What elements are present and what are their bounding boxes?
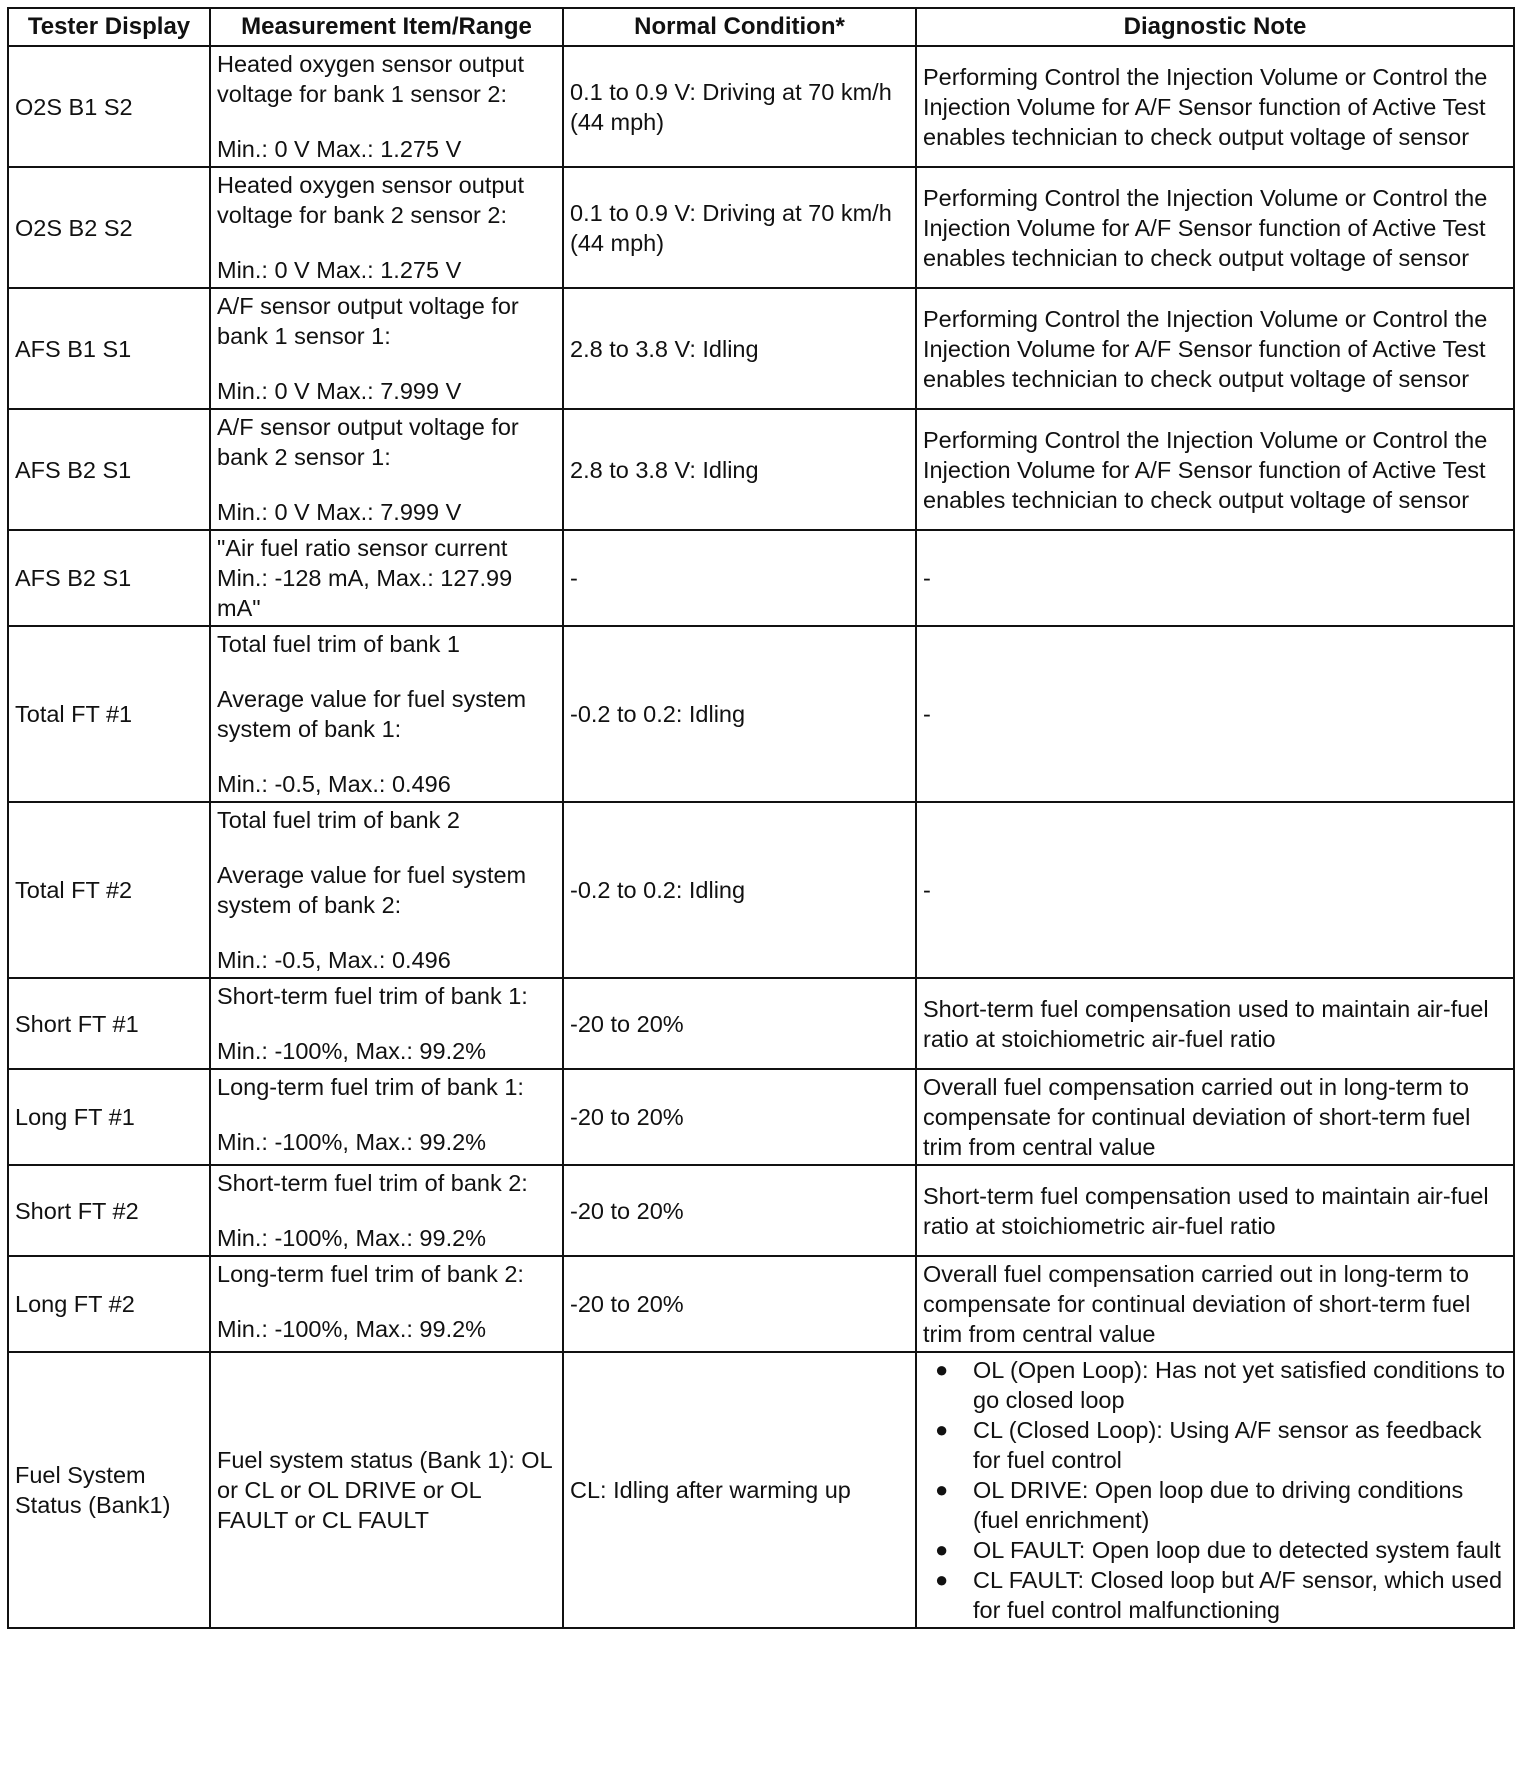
measurement-gap: [217, 1198, 556, 1223]
measurement-line: Heated oxygen sensor output voltage for bank 2 sensor 2:: [217, 172, 525, 228]
tester-display-cell: Total FT #2: [8, 802, 210, 978]
diagnostic-note-cell: Short-term fuel compensation used to maintain air-fuel ratio at stoichiometric air-fuel ratio: [916, 1165, 1514, 1256]
table-row: [8, 1256, 1514, 1352]
measurement-cell: [210, 167, 563, 288]
diagnostic-note-item: ● OL FAULT: Open loop due to detected system fault: [923, 1535, 1507, 1565]
normal-condition-cell: -0.2 to 0.2: Idling: [563, 802, 916, 978]
diagnostic-note-cell: Performing Control the Injection Volume or Control the Injection Volume for A/F Sensor function of Active Test enables technician to check output voltage of sensor: [916, 46, 1514, 167]
page: [7, 7, 1513, 1767]
measurement-cell: [210, 1165, 563, 1256]
tester-display-cell: Short FT #2: [8, 1165, 210, 1256]
diagnostic-note-item: ● OL DRIVE: Open loop due to driving conditions (fuel enrichment): [923, 1475, 1507, 1535]
normal-condition-cell: -20 to 20%: [563, 978, 916, 1069]
tester-display-cell: Total FT #1: [8, 626, 210, 802]
measurement-gap: [217, 920, 556, 945]
measurement-gap: [217, 472, 556, 497]
measurement-line: Min.: -100%, Max.: 99.2%: [217, 1129, 487, 1155]
table-row: [8, 530, 1514, 626]
measurement-gap: [217, 835, 556, 860]
measurement-line: Min.: -0.5, Max.: 0.496: [217, 947, 451, 973]
measurement-cell: [210, 802, 563, 978]
normal-condition-cell: 0.1 to 0.9 V: Driving at 70 km/h (44 mph): [563, 167, 916, 288]
normal-condition-cell: 2.8 to 3.8 V: Idling: [563, 288, 916, 409]
measurement-line: Min.: 0 V Max.: 1.275 V: [217, 136, 462, 162]
normal-condition-cell: CL: Idling after warming up: [563, 1352, 916, 1628]
measurement-line: A/F sensor output voltage for bank 2 sensor 1:: [217, 414, 519, 470]
measurement-line: Short-term fuel trim of bank 1:: [217, 983, 528, 1009]
measurement-line: Total fuel trim of bank 2: [217, 807, 460, 833]
header-measurement-item: Measurement Item/Range: [210, 8, 563, 46]
measurement-cell: [210, 1256, 563, 1352]
table-row: [8, 409, 1514, 530]
table-row: [8, 1069, 1514, 1165]
measurement-cell: [210, 1069, 563, 1165]
tester-display-cell: AFS B1 S1: [8, 288, 210, 409]
diagnostic-note-cell: Performing Control the Injection Volume or Control the Injection Volume for A/F Sensor function of Active Test enables technician to check output voltage of sensor: [916, 409, 1514, 530]
measurement-line: Long-term fuel trim of bank 2:: [217, 1261, 524, 1287]
normal-condition-cell: -: [563, 530, 916, 626]
measurement-cell: [210, 288, 563, 409]
header-diagnostic-note: Diagnostic Note: [916, 8, 1514, 46]
tester-display-cell: Long FT #2: [8, 1256, 210, 1352]
table-row: [8, 626, 1514, 802]
measurement-line: Min.: -100%, Max.: 99.2%: [217, 1225, 487, 1251]
diagnostic-note-cell: Short-term fuel compensation used to maintain air-fuel ratio at stoichiometric air-fuel ratio: [916, 978, 1514, 1069]
measurement-gap: [217, 351, 556, 376]
measurement-line: Min.: -100%, Max.: 99.2%: [217, 1038, 487, 1064]
diagnostic-note-cell: -: [916, 802, 1514, 978]
measurement-line: Min.: -0.5, Max.: 0.496: [217, 771, 451, 797]
table-body: [8, 46, 1514, 1628]
measurement-line: "Air fuel ratio sensor current Min.: -128 mA, Max.: 127.99 mA": [217, 535, 513, 621]
tester-display-cell: Fuel System Status (Bank1): [8, 1352, 210, 1628]
table-header-row: [8, 8, 1514, 46]
measurement-cell: [210, 409, 563, 530]
measurement-line: Average value for fuel system system of bank 1:: [217, 686, 527, 742]
diagnostic-note-item: ● OL (Open Loop): Has not yet satisfied conditions to go closed loop: [923, 1355, 1507, 1415]
measurement-line: Min.: 0 V Max.: 1.275 V: [217, 257, 462, 283]
measurement-gap: [217, 1011, 556, 1036]
measurement-line: Total fuel trim of bank 1: [217, 631, 460, 657]
measurement-line: Min.: -100%, Max.: 99.2%: [217, 1316, 487, 1342]
data-list-table: [7, 7, 1515, 1629]
diagnostic-note-cell: -: [916, 626, 1514, 802]
tester-display-cell: O2S B2 S2: [8, 167, 210, 288]
measurement-line: Long-term fuel trim of bank 1:: [217, 1074, 524, 1100]
measurement-cell: [210, 626, 563, 802]
measurement-line: A/F sensor output voltage for bank 1 sensor 1:: [217, 293, 519, 349]
tester-display-cell: AFS B2 S1: [8, 530, 210, 626]
tester-display-cell: O2S B1 S2: [8, 46, 210, 167]
measurement-line: Min.: 0 V Max.: 7.999 V: [217, 378, 462, 404]
diagnostic-note-list: [923, 1355, 1507, 1625]
tester-display-cell: AFS B2 S1: [8, 409, 210, 530]
header-normal-condition: Normal Condition*: [563, 8, 916, 46]
normal-condition-cell: 0.1 to 0.9 V: Driving at 70 km/h (44 mph): [563, 46, 916, 167]
table-row: [8, 1352, 1514, 1628]
diagnostic-note-cell: Performing Control the Injection Volume or Control the Injection Volume for A/F Sensor function of Active Test enables technician to check output voltage of sensor: [916, 167, 1514, 288]
diagnostic-note-cell: Overall fuel compensation carried out in long-term to compensate for continual deviation of short-term fuel trim from central value: [916, 1069, 1514, 1165]
measurement-gap: [217, 1289, 556, 1314]
table-row: [8, 46, 1514, 167]
measurement-cell: [210, 978, 563, 1069]
measurement-line: Fuel system status (Bank 1): OL or CL or OL DRIVE or OL FAULT or CL FAULT: [217, 1447, 552, 1533]
diagnostic-note-cell: [916, 1352, 1514, 1628]
normal-condition-cell: 2.8 to 3.8 V: Idling: [563, 409, 916, 530]
measurement-gap: [217, 230, 556, 255]
table-row: [8, 802, 1514, 978]
measurement-line: Short-term fuel trim of bank 2:: [217, 1170, 528, 1196]
normal-condition-cell: -20 to 20%: [563, 1069, 916, 1165]
table-row: [8, 978, 1514, 1069]
table-row: [8, 288, 1514, 409]
header-tester-display: Tester Display: [8, 8, 210, 46]
measurement-cell: [210, 46, 563, 167]
diagnostic-note-item: ● CL FAULT: Closed loop but A/F sensor, which used for fuel control malfunctioning: [923, 1565, 1507, 1625]
normal-condition-cell: -0.2 to 0.2: Idling: [563, 626, 916, 802]
diagnostic-note-cell: Overall fuel compensation carried out in long-term to compensate for continual deviation of short-term fuel trim from central value: [916, 1256, 1514, 1352]
measurement-line: Min.: 0 V Max.: 7.999 V: [217, 499, 462, 525]
measurement-gap: [217, 744, 556, 769]
measurement-cell: [210, 1352, 563, 1628]
measurement-gap: [217, 659, 556, 684]
measurement-gap: [217, 1102, 556, 1127]
measurement-cell: [210, 530, 563, 626]
diagnostic-note-item: ● CL (Closed Loop): Using A/F sensor as feedback for fuel control: [923, 1415, 1507, 1475]
measurement-gap: [217, 109, 556, 134]
normal-condition-cell: -20 to 20%: [563, 1165, 916, 1256]
table-row: [8, 1165, 1514, 1256]
diagnostic-note-cell: -: [916, 530, 1514, 626]
table-row: [8, 167, 1514, 288]
measurement-line: Average value for fuel system system of bank 2:: [217, 862, 527, 918]
measurement-line: Heated oxygen sensor output voltage for bank 1 sensor 2:: [217, 51, 525, 107]
tester-display-cell: Short FT #1: [8, 978, 210, 1069]
diagnostic-note-cell: Performing Control the Injection Volume or Control the Injection Volume for A/F Sensor function of Active Test enables technician to check output voltage of sensor: [916, 288, 1514, 409]
normal-condition-cell: -20 to 20%: [563, 1256, 916, 1352]
tester-display-cell: Long FT #1: [8, 1069, 210, 1165]
